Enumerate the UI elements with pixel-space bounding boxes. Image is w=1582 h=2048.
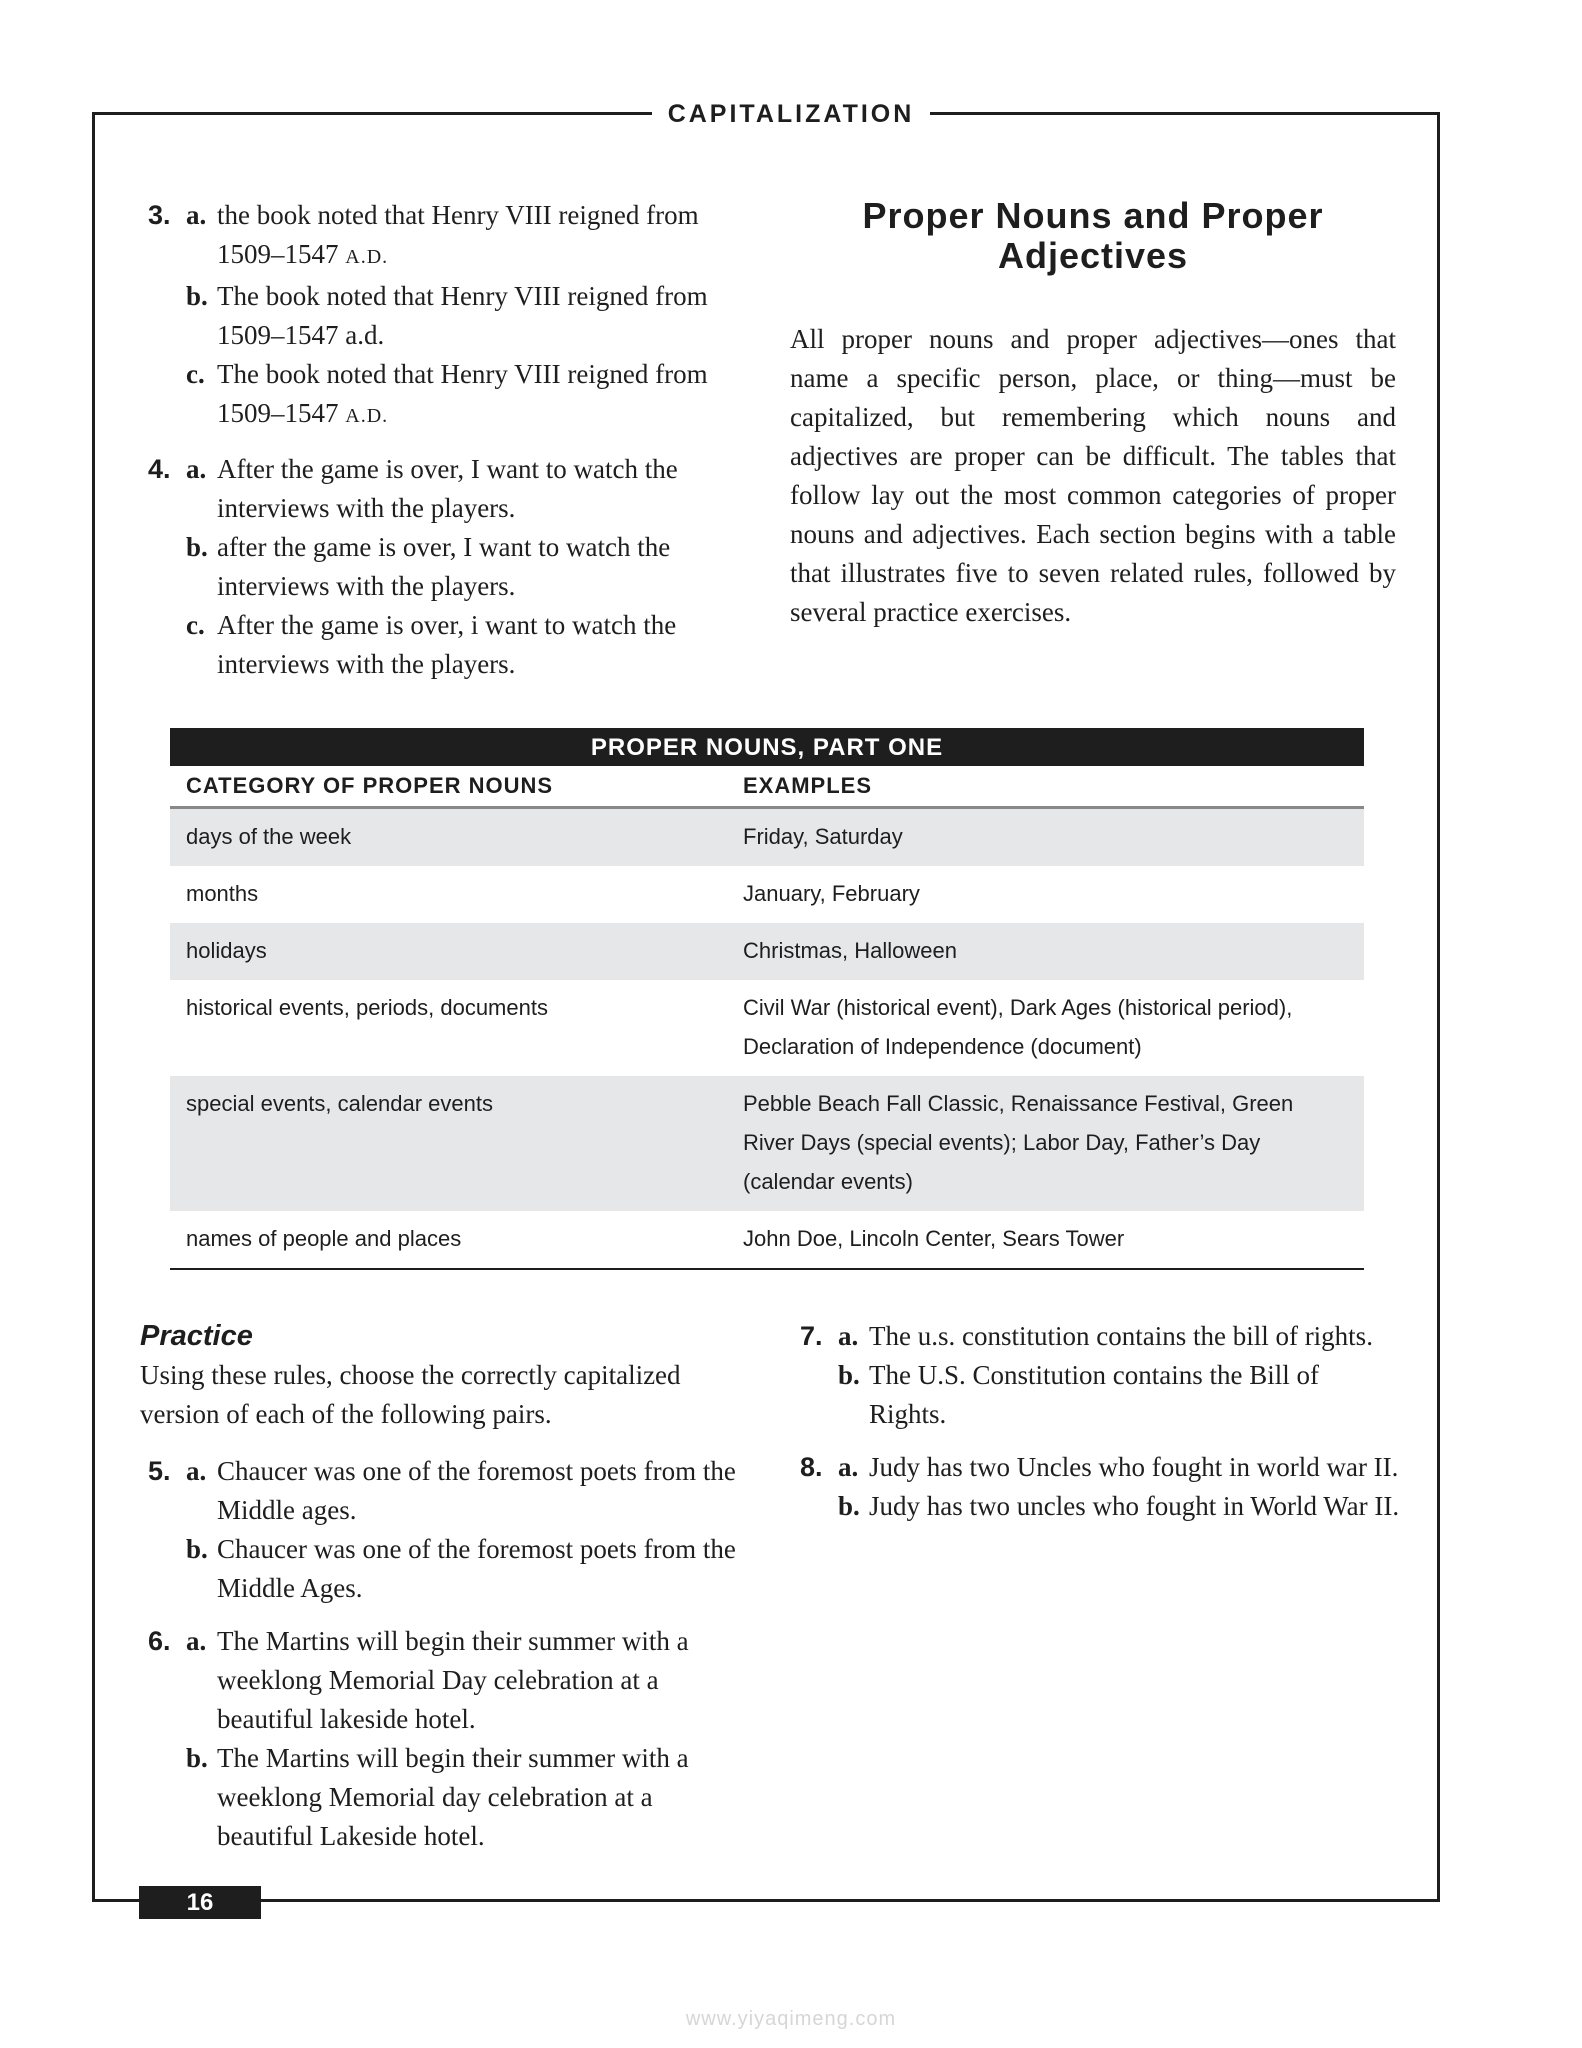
table-row	[170, 866, 1364, 923]
question-4	[148, 450, 748, 684]
category-cell: names of people and places	[186, 1226, 462, 1251]
option-letter: a.	[186, 200, 207, 230]
option-text: After the game is over, i want to watch the interviews with the players.	[217, 610, 677, 679]
page-number: 16	[139, 1886, 261, 1919]
option-letter: b.	[186, 1534, 208, 1564]
examples-cell: Christmas, Halloween	[743, 938, 957, 963]
option-5a	[148, 1452, 748, 1530]
option-text: The Martins will begin their summer with a weeklong Memorial day celebration at a beautiful Lakeside hotel.	[217, 1743, 689, 1851]
option-4b	[148, 528, 748, 606]
column-header-category: CATEGORY OF PROPER NOUNS	[186, 773, 554, 798]
top-questions	[148, 196, 748, 698]
option-letter: a.	[186, 1626, 207, 1656]
question-7	[800, 1317, 1400, 1434]
question-8	[800, 1448, 1400, 1526]
option-letter: c.	[186, 359, 205, 389]
table-row	[170, 1211, 1364, 1270]
question-number: 4.	[148, 454, 171, 484]
option-text: the book noted that Henry VIII reigned from 1509–1547	[217, 200, 699, 269]
section-intro	[790, 196, 1396, 632]
option-8b	[800, 1487, 1400, 1526]
option-7b	[800, 1356, 1400, 1434]
option-3c	[148, 355, 748, 436]
question-number: 6.	[148, 1626, 171, 1656]
era-abbreviation: A.D.	[345, 246, 389, 268]
question-3	[148, 196, 748, 436]
option-6a	[148, 1622, 748, 1739]
option-letter: a.	[186, 1456, 207, 1486]
option-text: Chaucer was one of the foremost poets from the Middle ages.	[217, 1456, 736, 1525]
option-letter: a.	[838, 1321, 859, 1351]
table-row	[170, 1076, 1364, 1211]
practice-right-column	[800, 1317, 1400, 1540]
question-number: 8.	[800, 1452, 823, 1482]
examples-cell: Civil War (historical event), Dark Ages (historical period), Declaration of Independence (document)	[743, 995, 1293, 1059]
table-header-row	[170, 766, 1364, 809]
question-6	[148, 1622, 748, 1856]
table-title: PROPER NOUNS, PART ONE	[170, 728, 1364, 766]
option-text: The Martins will begin their summer with a weeklong Memorial Day celebration at a beautiful lakeside hotel.	[217, 1626, 689, 1734]
table-row	[170, 923, 1364, 980]
table-row	[170, 809, 1364, 866]
practice-instructions: Using these rules, choose the correctly capitalized version of each of the following pairs.	[140, 1360, 681, 1429]
practice-section	[140, 1316, 748, 1870]
option-letter: b.	[838, 1360, 860, 1390]
column-header-examples: EXAMPLES	[743, 773, 873, 798]
option-4c	[148, 606, 748, 684]
option-letter: a.	[186, 454, 207, 484]
option-letter: a.	[838, 1452, 859, 1482]
practice-title: Practice	[140, 1320, 253, 1352]
watermark: www.yiyaqimeng.com	[685, 2008, 897, 2030]
option-3a	[148, 196, 748, 277]
examples-cell: John Doe, Lincoln Center, Sears Tower	[743, 1226, 1125, 1251]
examples-cell: Pebble Beach Fall Classic, Renaissance Festival, Green River Days (special events); Labor Day, Father’s Day (calendar events)	[743, 1091, 1294, 1194]
question-number: 3.	[148, 200, 171, 230]
header-title: CAPITALIZATION	[652, 99, 931, 129]
option-text: Chaucer was one of the foremost poets from the Middle Ages.	[217, 1534, 736, 1603]
category-cell: months	[186, 881, 259, 906]
question-number: 7.	[800, 1321, 823, 1351]
category-cell: days of the week	[186, 824, 352, 849]
option-text: The book noted that Henry VIII reigned from 1509–1547 a.d.	[217, 281, 708, 350]
option-text: The book noted that Henry VIII reigned from 1509–1547	[217, 359, 708, 428]
option-letter: c.	[186, 610, 205, 640]
proper-nouns-table	[170, 728, 1364, 1270]
category-cell: special events, calendar events	[186, 1091, 493, 1116]
option-6b	[148, 1739, 748, 1856]
option-text: The u.s. constitution contains the bill of rights.	[869, 1321, 1373, 1351]
question-number: 5.	[148, 1456, 171, 1486]
option-text: After the game is over, I want to watch the interviews with the players.	[217, 454, 678, 523]
question-5	[148, 1452, 748, 1608]
category-cell: holidays	[186, 938, 267, 963]
option-letter: b.	[186, 281, 208, 311]
option-5b	[148, 1530, 748, 1608]
option-8a	[800, 1448, 1400, 1487]
option-3b	[148, 277, 748, 355]
option-letter: b.	[838, 1491, 860, 1521]
intro-paragraph: All proper nouns and proper adjectives—ones that name a specific person, place, or thing—must be capitalized, but remembering which nouns and adjectives are proper can be difficult. The tables that follow lay out the most common categories of proper nouns and adjectives. Each section begins with a table that illustrates five to seven related rules, followed by several practice exercises.	[790, 324, 1396, 627]
option-4a	[148, 450, 748, 528]
option-text: The U.S. Constitution contains the Bill of Rights.	[869, 1360, 1319, 1429]
section-heading: Proper Nouns and Proper Adjectives	[862, 195, 1324, 276]
option-text: Judy has two uncles who fought in World War II.	[869, 1491, 1400, 1521]
option-letter: b.	[186, 1743, 208, 1773]
option-7a	[800, 1317, 1400, 1356]
option-text: Judy has two Uncles who fought in world war II.	[869, 1452, 1399, 1482]
option-letter: b.	[186, 532, 208, 562]
option-text: after the game is over, I want to watch the interviews with the players.	[217, 532, 671, 601]
examples-cell: January, February	[743, 881, 920, 906]
era-abbreviation: A.D.	[345, 405, 389, 427]
category-cell: historical events, periods, documents	[186, 995, 548, 1020]
examples-cell: Friday, Saturday	[743, 824, 903, 849]
table-row	[170, 980, 1364, 1076]
